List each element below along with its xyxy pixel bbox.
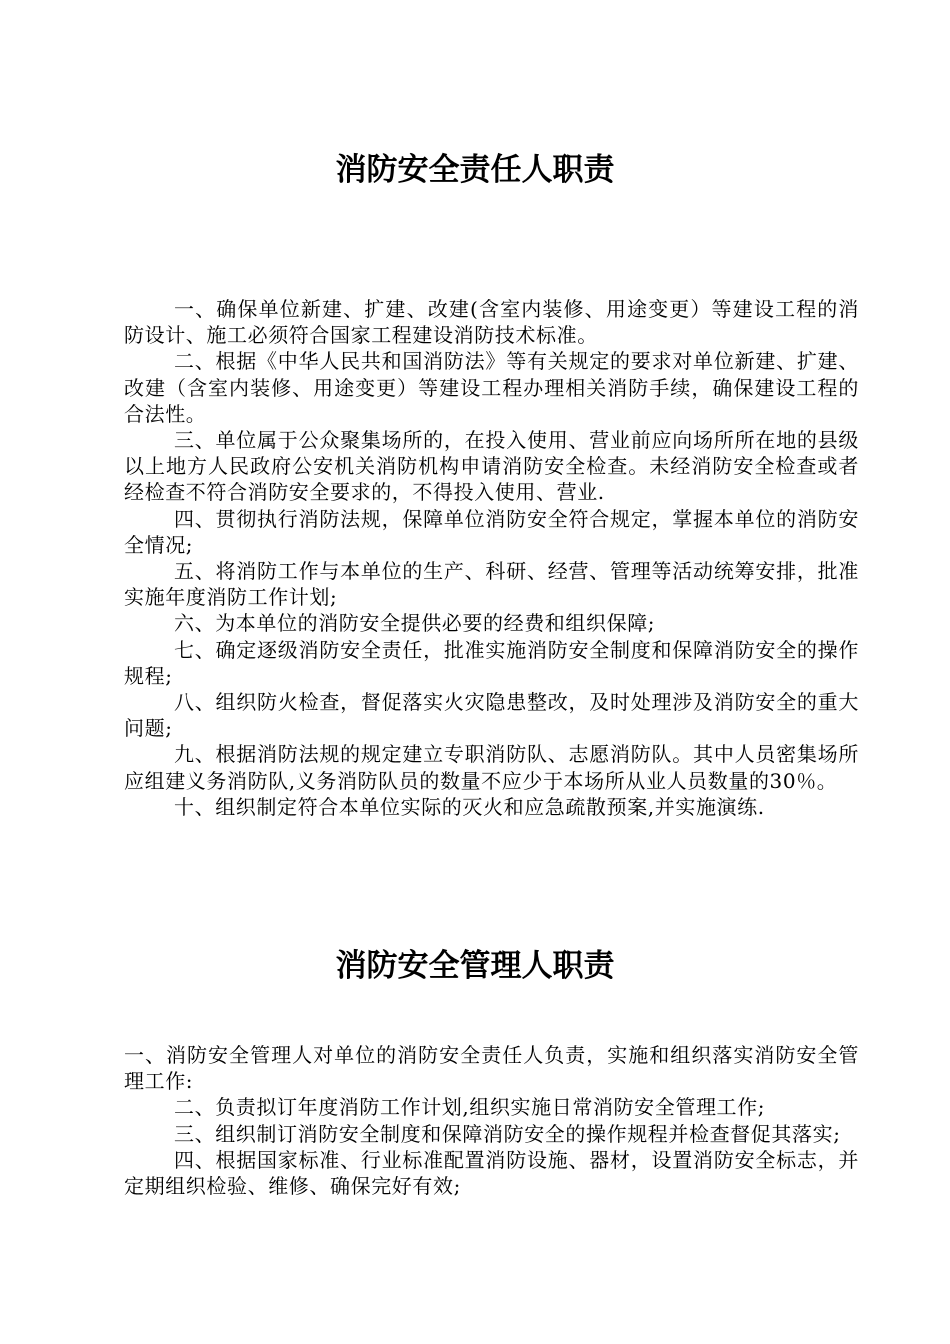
duty-clause-5: 五、将消防工作与本单位的生产、科研、经营、管理等活动统筹安排，批准实施年度消防工作计划; [124, 559, 859, 610]
duty-clause-3: 三、单位属于公众聚集场所的，在投入使用、营业前应向场所所在地的县级以上地方人民政府公安机关消防机构申请消防安全检查。未经消防安全检查或者经检查不符合消防安全要求的，不得投入使用、营业. [124, 428, 859, 505]
duty-clause-10: 十、组织制定符合本单位实际的灭火和应急疏散预案,并实施演练. [174, 794, 765, 819]
duty-clause-9: 九、根据消防法规的规定建立专职消防队、志愿消防队。其中人员密集场所应组建义务消防队,义务消防队员的数量不应少于本场所从业人员数量的30％。 [124, 742, 859, 793]
manager-clause-3: 三、组织制订消防安全制度和保障消防安全的操作规程并检查督促其落实; [174, 1121, 841, 1146]
manager-duties [124, 1042, 859, 1199]
responsible-person-duties [124, 296, 859, 820]
manager-clause-2: 二、负责拟订年度消防工作计划,组织实施日常消防安全管理工作; [174, 1095, 766, 1120]
duty-clause-2: 二、根据《中华人民共和国消防法》等有关规定的要求对单位新建、扩建、改建（含室内装修、用途变更）等建设工程办理相关消防手续，确保建设工程的合法性。 [124, 349, 859, 426]
manager-clause-4: 四、根据国家标准、行业标准配置消防设施、器材，设置消防安全标志，并定期组织检验、维修、确保完好有效; [124, 1147, 859, 1199]
duty-clause-1: 一、确保单位新建、扩建、改建(含室内装修、用途变更）等建设工程的消防设计、施工必须符合国家工程建设消防技术标准。 [124, 297, 859, 348]
document-title-responsible-person: 消防安全责任人职责 [335, 152, 615, 188]
manager-clause-1: 一、消防安全管理人对单位的消防安全责任人负责，实施和组织落实消防安全管理工作: [124, 1043, 859, 1094]
duty-clause-8: 八、组织防火检查，督促落实火灾隐患整改，及时处理涉及消防安全的重大问题; [124, 690, 859, 741]
document-title-manager: 消防安全管理人职责 [335, 948, 615, 984]
duty-clause-4: 四、贯彻执行消防法规，保障单位消防安全符合规定，掌握本单位的消防安全情况; [124, 506, 859, 557]
duty-clause-6: 六、为本单位的消防安全提供必要的经费和组织保障; [174, 611, 656, 636]
duty-clause-7: 七、确定逐级消防安全责任，批准实施消防安全制度和保障消防安全的操作规程; [124, 637, 859, 688]
